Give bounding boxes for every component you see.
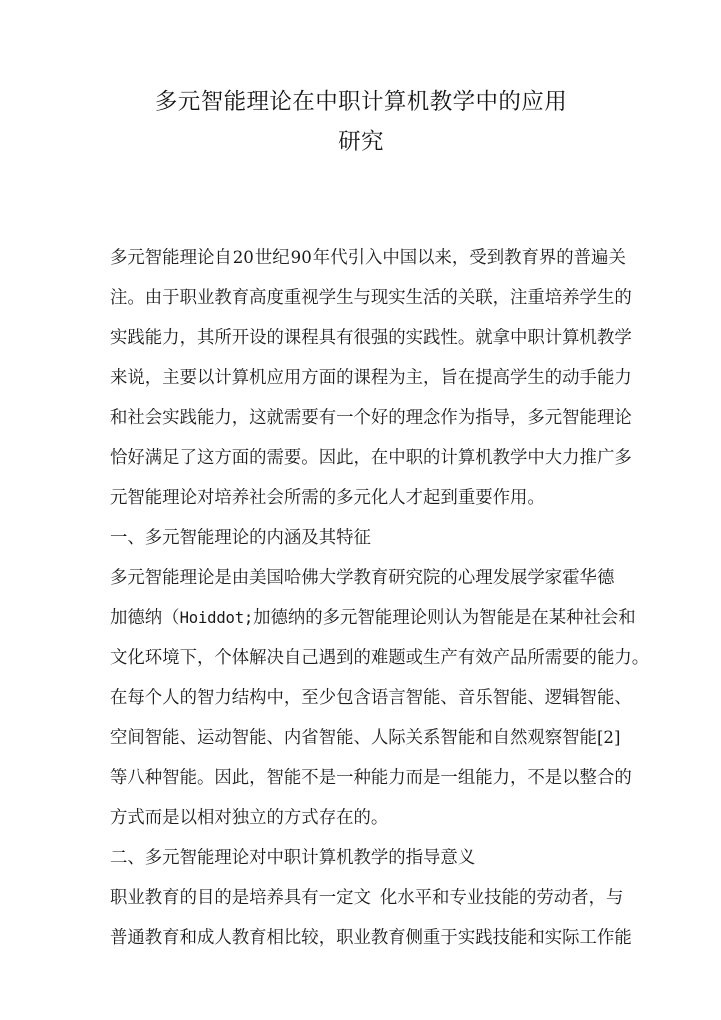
text-run: 化水平和专业技能的劳动者，与 <box>379 888 624 908</box>
page-title-line-2: 研究 <box>338 129 384 155</box>
section-heading-1: 一、多元智能理论的内涵及其特征 <box>110 528 371 548</box>
text-line: 来说，主要以计算机应用方面的课程为主，旨在提高学生的动手能力 <box>110 368 632 388</box>
text-line: 恰好满足了这方面的需要。因此，在中职的计算机教学中大力推广多 <box>110 448 632 468</box>
text-line: 在每个人的智力结构中，至少包含语言智能、音乐智能、逻辑智能、 <box>110 688 632 708</box>
paragraph-intro <box>110 238 632 518</box>
monospace-run: Hoiddot; <box>179 609 254 627</box>
page-title-line-1: 多元智能理论在中职计算机教学中的应用 <box>154 89 568 115</box>
text-run: 世纪 <box>254 248 290 268</box>
text-line: 文化环境下，个体解决自己遇到的难题或生产有效产品所需要的能力。 <box>110 648 650 668</box>
text-run: 职业教育的目的是培养具有一定文 <box>110 888 371 908</box>
text-line <box>110 718 621 758</box>
citation-marker: [2] <box>596 728 621 747</box>
text-run: 年代引入中国以来，受到教育界的普遍关 <box>312 248 626 268</box>
page-title <box>110 82 612 162</box>
text-line: 多元智能理论是由美国哈佛大学教育研究院的心理发展学家霍华德 <box>110 568 615 588</box>
text-line <box>110 878 624 918</box>
text-line: 普通教育和成人教育相比较，职业教育侧重于实践技能和实际工作能 <box>110 928 632 948</box>
text-line: 等八种智能。因此，智能不是一种能力而是一组能力，不是以整合的 <box>110 768 632 788</box>
text-run: 空间智能、运动智能、内省智能、人际关系智能和自然观察智能 <box>110 728 597 748</box>
document-body <box>110 238 650 958</box>
text-run: 加德纳（ <box>110 608 180 628</box>
text-line: 实践能力，其所开设的课程具有很强的实践性。就拿中职计算机教学 <box>110 328 632 348</box>
paragraph-section-2 <box>110 878 632 958</box>
text-run: 加德纳的多元智能理论则认为智能是在某种社会和 <box>253 608 636 628</box>
text-line: 方式而是以相对独立的方式存在的。 <box>110 808 389 828</box>
text-run: 多元智能理论自 <box>110 248 232 268</box>
numeral-run: 20 <box>232 248 254 267</box>
text-line: 和社会实践能力，这就需要有一个好的理念作为指导，多元智能理论 <box>110 408 632 428</box>
text-line <box>110 598 636 638</box>
section-heading-2: 二、多元智能理论对中职计算机教学的指导意义 <box>110 848 476 868</box>
text-line: 元智能理论对培养社会所需的多元化人才起到重要作用。 <box>110 488 545 508</box>
numeral-run: 90 <box>290 248 312 267</box>
paragraph-section-1 <box>110 558 650 838</box>
text-line <box>110 238 626 278</box>
text-line: 注。由于职业教育高度重视学生与现实生活的关联，注重培养学生的 <box>110 288 632 308</box>
